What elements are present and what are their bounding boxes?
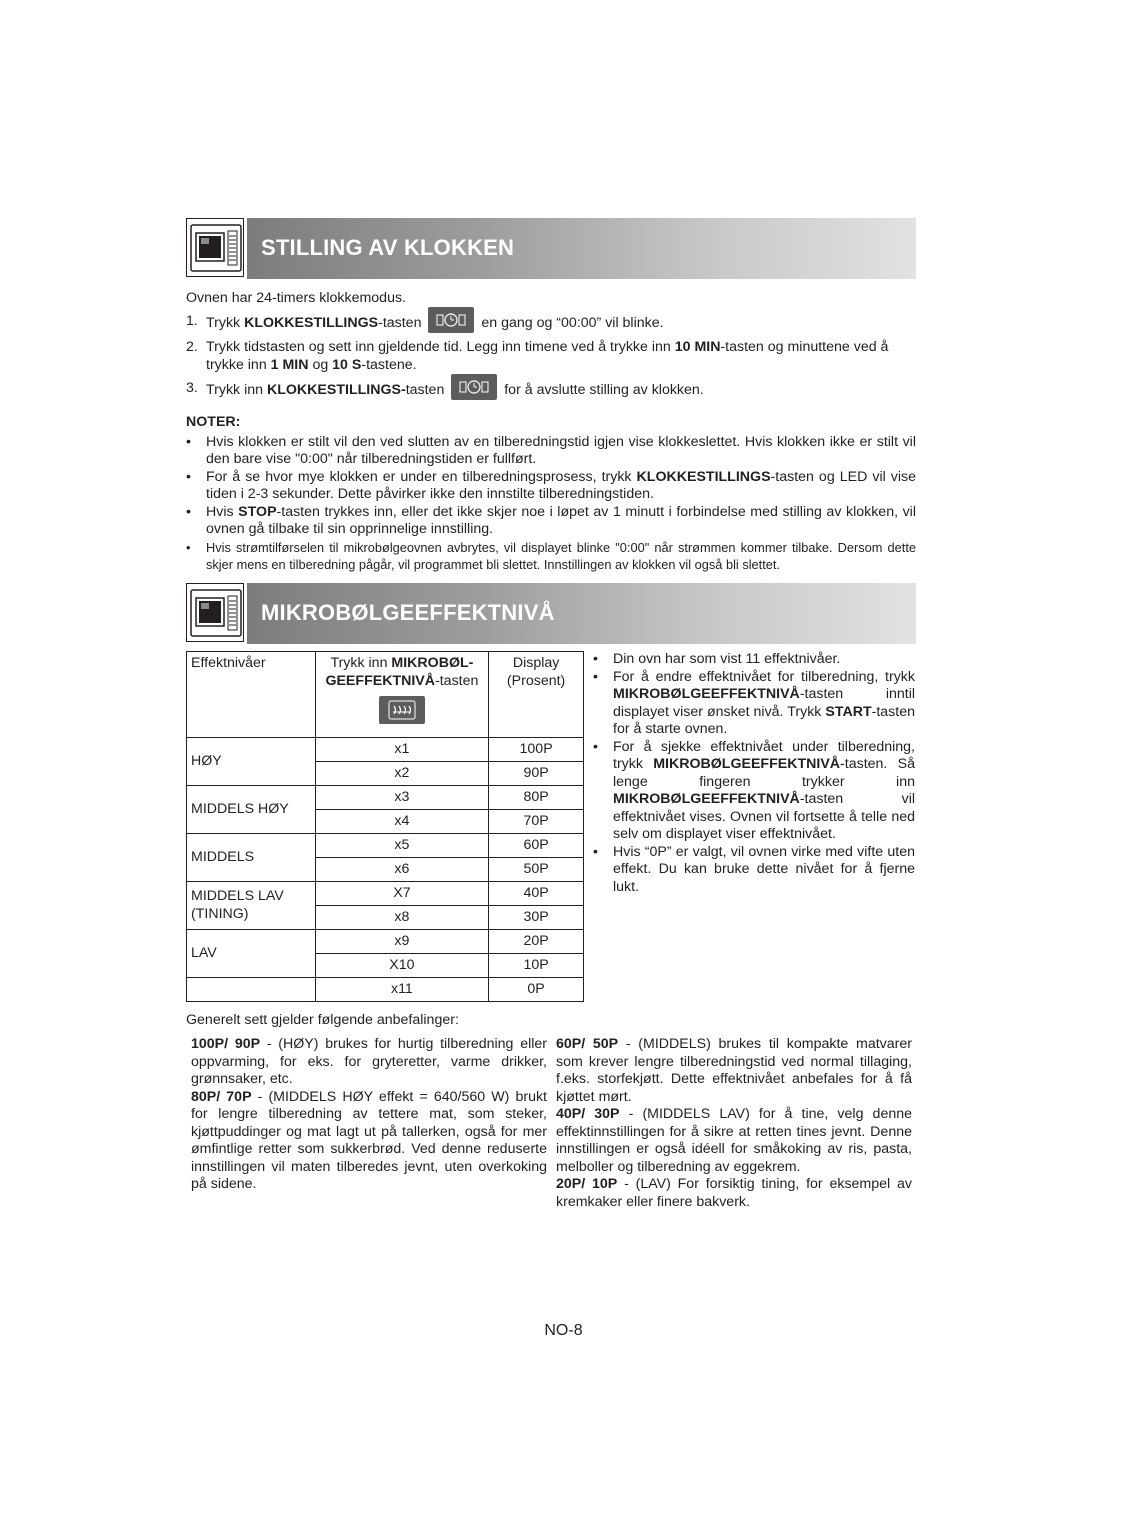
section-header-power <box>186 583 916 644</box>
intro-text: Ovnen har 24-timers klokkemodus. <box>186 290 406 306</box>
table-row: x11 0P <box>187 978 584 1002</box>
notes <box>186 414 916 573</box>
step-2: 2. Trykk tidstasten og sett inn gjeldende tid. Legg inn timene ved å trykke inn 10 MIN-tasten og minuttene ved å trykke inn 1 MIN og 10 S-tastene. <box>186 339 889 373</box>
power-level-table <box>186 651 584 1002</box>
section-title-bar <box>247 583 916 644</box>
clock-key-icon <box>451 374 497 400</box>
recommendation-40p: 40P/ 30P - (MIDDELS LAV) for å tine, velg denne effektinnstillingen for å sikre at retten tines jevnt. Denne innstillingen er også idéell for småkoking av ris, pasta, melboller og tilberedning av eggekrem. <box>556 1106 913 1175</box>
recommendation-100p: 100P/ 90P - (HØY) brukes for hurtig tilberedning eller oppvarming, for eks. for gryteretter, varme drikker, grønnsaker, etc. <box>191 1036 548 1087</box>
step-3: 3. Trykk inn KLOKKESTILLINGS-tasten for å avslutte stilling av klokken. <box>186 380 916 400</box>
general-text: Generelt sett gjelder følgende anbefalinger: <box>186 1012 459 1028</box>
right-bullet-1: • Din ovn har som vist 11 effektnivåer. <box>593 651 915 669</box>
clock-key-icon <box>428 307 474 333</box>
table-header-row <box>187 652 584 738</box>
table-row: x2 90P <box>187 762 584 786</box>
right-bullet-4: • Hvis “0P” er valgt, vil ovnen virke med vifte uten effekt. Du kan bruke dette nivået for å fjerne lukt. <box>593 844 915 897</box>
recommendations-left <box>191 1036 547 1194</box>
table-row: x8 30P <box>187 906 584 930</box>
right-bullet-2: • For å endre effektnivået for tilberedning, trykk MIKROBØLGEEFFEKTNIVÅ-tasten inntil displayet viser ønsket nivå. Trykk START-tasten for å starte ovnen. <box>593 669 915 739</box>
recommendation-80p: 80P/ 70P - (MIDDELS HØY effekt = 640/560 W) brukt for lengre tilberedning av tettere mat, som steker, kjøttpuddinger og mat lagt ut på tallerken, også for mer ømfintlige retter som sukkerbrød. Ved denne reduserte innstillingen vil maten tilberedes jevnt, uten overkoking på sidene. <box>191 1088 547 1192</box>
recommendation-20p: 20P/ 10P - (LAV) For forsiktig tining, for eksempel av kremkaker eller finere bakverk. <box>556 1176 912 1210</box>
table-row: x6 50P <box>187 858 584 882</box>
power-level-key-icon <box>379 696 425 724</box>
section-title-bar <box>247 218 916 279</box>
recommendations-right <box>556 1036 912 1211</box>
step-1: 1. Trykk KLOKKESTILLINGS-tasten en gang og “00:00” vil blinke. <box>186 313 916 333</box>
table-row: MIDDELS HØY x3 80P <box>187 786 584 810</box>
recommendation-60p: 60P/ 50P - (MIDDELS) brukes til kompakte matvarer som krever lengre tilberedningstid ved normal tillaging, f.eks. storfekjøtt. Dette effektnivået anbefales for å få kjøttet mørt. <box>556 1036 912 1105</box>
header-power-levels: Effektnivåer <box>187 652 316 738</box>
note-3: • Hvis STOP-tasten trykkes inn, eller det ikke skjer noe i løpet av 1 minutt i forbindelse med stilling av klokken, vil ovnen gå tilbake til sin opprinnelige innstilling. <box>186 504 916 539</box>
table-row: HØY x1 100P <box>187 738 584 762</box>
section-title: MIKROBØLGEEFFEKTNIVÅ <box>261 600 555 625</box>
note-2: • For å se hvor mye klokken er under en tilberedningsprosess, trykk KLOKKESTILLINGS-tasten og LED vil vise tiden i 2-3 sekunder. Dette påvirker ikke den innstilte tilberedningstiden. <box>186 469 916 504</box>
section-title: STILLING AV KLOKKEN <box>261 235 515 260</box>
right-bullet-3: • For å sjekke effektnivået under tilberedning, trykk MIKROBØLGEEFFEKTNIVÅ-tasten. Så lenge fingeren trykker inn MIKROBØLGEEFFEKTNIVÅ-tasten vil effektnivået vises. Ovnen vil fortsette å telle ned selv om displayet viser effektnivået. <box>593 739 915 844</box>
table-row: X10 10P <box>187 954 584 978</box>
power-level-notes <box>593 651 915 896</box>
table-row: MIDDELS x5 60P <box>187 834 584 858</box>
table-row: x4 70P <box>187 810 584 834</box>
table-row: LAV x9 20P <box>187 930 584 954</box>
page-number: NO-8 <box>544 1322 583 1339</box>
header-display: Display (Prosent) <box>489 652 584 738</box>
microwave-icon <box>186 583 244 642</box>
note-4: • Hvis strømtilførselen til mikrobølgeovnen avbrytes, vil displayet blinke "0:00" når strømmen kommer tilbake. Dersom dette skjer mens en tilberedning pågår, vil programmet bli slettet. Innstillingen av klokken vil også bli slettet. <box>186 539 916 573</box>
table-row: MIDDELS LAV (TINING) X7 40P <box>187 882 584 906</box>
microwave-icon <box>186 218 244 277</box>
note-1: • Hvis klokken er stilt vil den ved slutten av en tilberedningstid igjen vise klokkeslettet. Hvis klokken ikke er stilt vil den bare vise "0:00" når tilberedningstiden er fullført. <box>186 434 916 469</box>
header-press-key: Trykk inn MIKROBØL-GEEFFEKTNIVÅ-tasten <box>315 652 489 738</box>
section-header-clock <box>186 218 916 279</box>
notes-title: NOTER: <box>186 414 241 430</box>
steps-list <box>186 313 916 406</box>
